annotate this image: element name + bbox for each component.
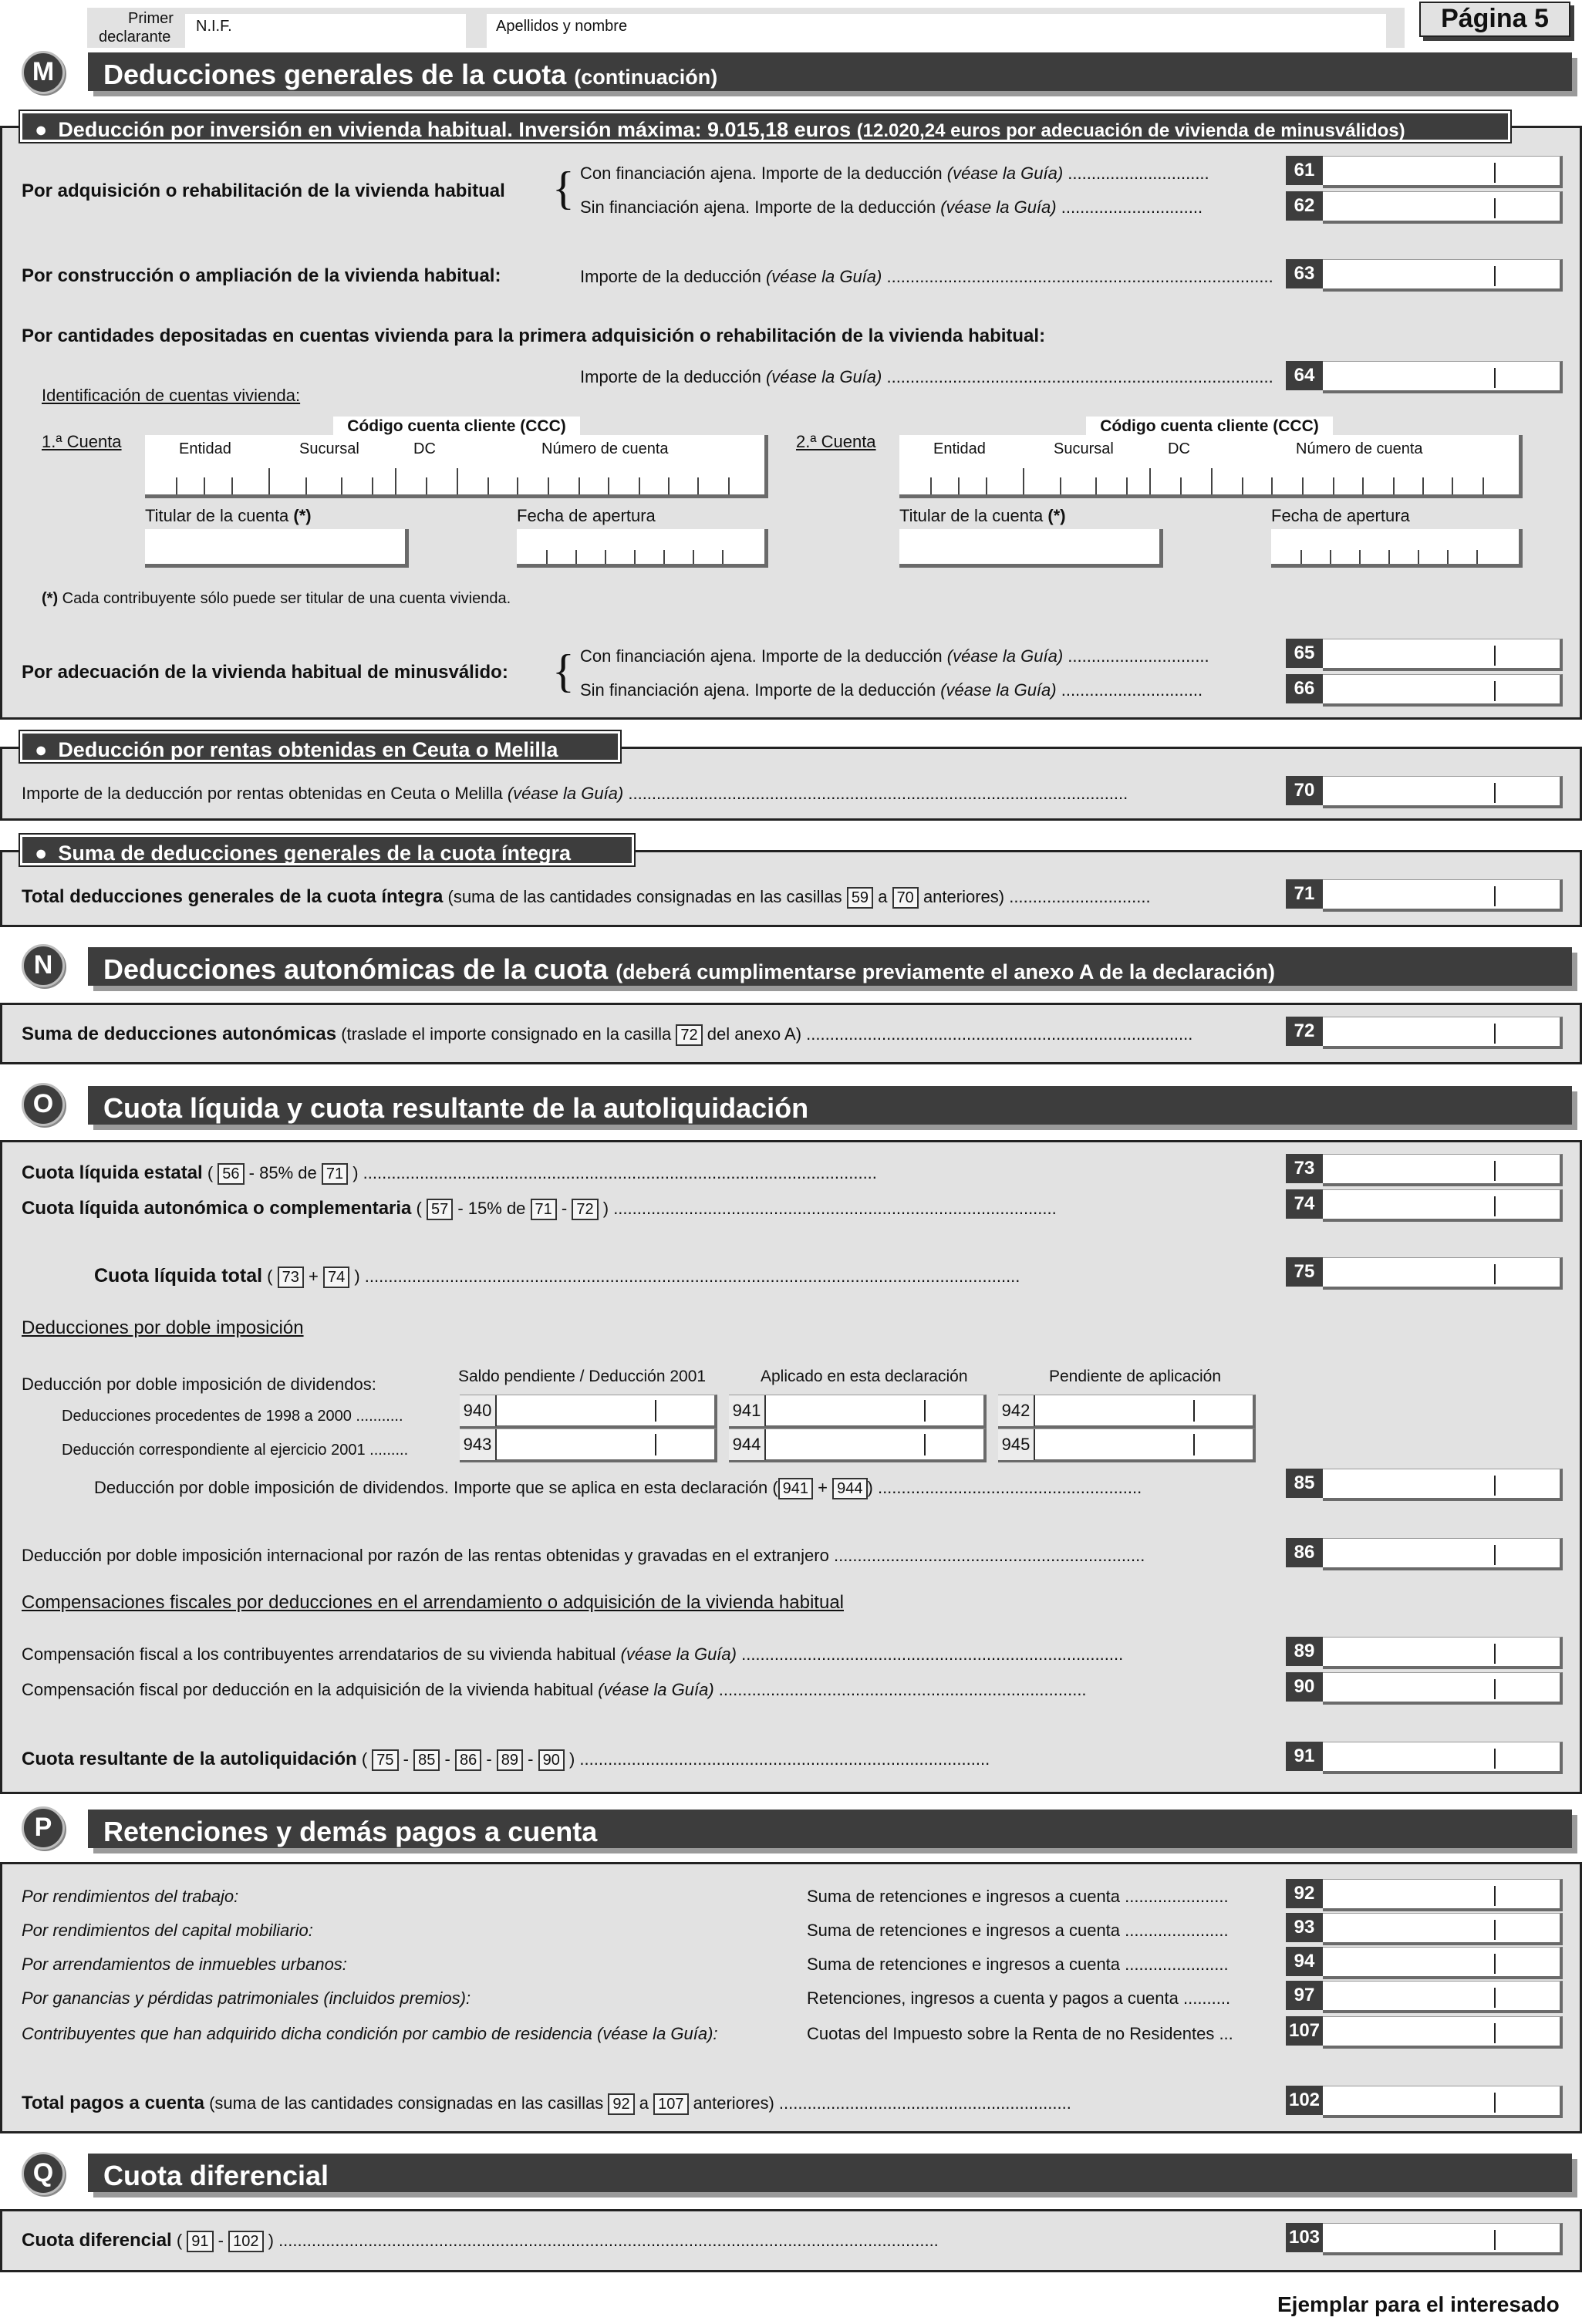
section-o-badge: O (22, 1083, 65, 1126)
box-102[interactable]: 102 (1286, 2086, 1563, 2121)
box-61[interactable]: 61 (1286, 156, 1563, 191)
construccion-label: Por construcción o ampliación de la vivienda habitual: (22, 265, 501, 286)
box-944[interactable]: 944 (729, 1428, 987, 1462)
row-62-label: Sin financiación ajena. Importe de la deducción (véase la Guía) .............................. (580, 197, 1203, 217)
titular-1-field[interactable] (145, 529, 409, 568)
row-85-label: Deducción por doble imposición de dividendos. Importe que se aplica en esta declaración ( 941 + 944 ) ........................................................ (94, 1478, 1142, 1499)
doble-imposicion-heading: Deducciones por doble imposición (22, 1317, 304, 1338)
box-71[interactable]: 71 (1286, 879, 1563, 915)
section-n-badge: N (22, 944, 65, 987)
box-93[interactable]: 93 (1286, 1913, 1563, 1948)
ceuta-subsection-title: ● Deducción por rentas obtenidas en Ceuta o Melilla (20, 731, 620, 762)
row-61-label: Con financiación ajena. Importe de la deducción (véase la Guía) .............................. (580, 164, 1209, 183)
section-m-title: Deducciones generales de la cuota (continuación) (88, 52, 1572, 91)
titular-2-field[interactable] (899, 529, 1163, 568)
adecuacion-label: Por adecuación de la vivienda habitual de minusválido: (22, 662, 508, 683)
row-90-label: Compensación fiscal por deducción en la adquisición de la vivienda habitual (véase la Guía) .............................................................................. (22, 1680, 1087, 1699)
box-86[interactable]: 86 (1286, 1538, 1563, 1574)
cuenta-2-label: 2.ª Cuenta (796, 432, 876, 451)
row-102-label: Total pagos a cuenta (suma de las cantidades consignadas en las casillas 92 a 107 anteriores) .............................................................. (22, 2093, 1071, 2115)
box-945[interactable]: 945 (998, 1428, 1256, 1462)
section-n-title: Deducciones autonómicas de la cuota (deberá cumplimentarse previamente el anexo A de la declaración) (88, 947, 1572, 986)
row-70-label: Importe de la deducción por rentas obtenidas en Ceuta o Melilla (véase la Guía) .......................................................................................................... (22, 784, 1128, 803)
nota-cuenta: (*) Cada contribuyente sólo puede ser titular de una cuenta vivienda. (42, 590, 511, 607)
ccc-1-sucursal: Sucursal (299, 440, 359, 457)
box-72[interactable]: 72 (1286, 1017, 1563, 1052)
row-2001-label: Deducción correspondiente al ejercicio 2001 ......... (62, 1442, 409, 1459)
cuenta-1-label: 1.ª Cuenta (42, 432, 122, 451)
box-62[interactable]: 62 (1286, 191, 1563, 227)
col-aplicado: Aplicado en esta declaración (761, 1368, 968, 1385)
section-p-title: Retenciones y demás pagos a cuenta (88, 1810, 1572, 1848)
row-66-label: Sin financiación ajena. Importe de la deducción (véase la Guía) .............................. (580, 680, 1203, 700)
box-942[interactable]: 942 (998, 1395, 1256, 1428)
box-74[interactable]: 74 (1286, 1189, 1563, 1225)
brace-adquisicion: { (552, 163, 575, 214)
p-row-92-left: Por rendimientos del trabajo: (22, 1887, 239, 1906)
box-63[interactable]: 63 (1286, 259, 1563, 295)
row-74-label: Cuota líquida autonómica o complementaria ( 57 - 15% de 71 - 72 ) .............................................................................................. (22, 1199, 1057, 1220)
fecha-1-field[interactable] (517, 529, 768, 568)
box-75[interactable]: 75 (1286, 1257, 1563, 1293)
fecha-2-label: Fecha de apertura (1271, 506, 1410, 525)
box-90[interactable]: 90 (1286, 1672, 1563, 1708)
p-row-97-right: Retenciones, ingresos a cuenta y pagos a cuenta .......... (807, 1988, 1231, 2008)
p-row-94-left: Por arrendamientos de inmuebles urbanos: (22, 1955, 347, 1974)
titular-2-label: Titular de la cuenta (*) (899, 506, 1066, 525)
ccc-2-dc: DC (1168, 440, 1190, 457)
apellidos-label: Apellidos y nombre (496, 18, 628, 35)
primer-label: Primer (128, 10, 174, 27)
adquisicion-label: Por adquisición o rehabilitación de la vivienda habitual (22, 180, 505, 201)
declarante-label: declarante (99, 29, 171, 46)
p-row-97-left: Por ganancias y pérdidas patrimoniales (incluidos premios): (22, 1988, 471, 2008)
brace-adecuacion: { (552, 646, 575, 697)
p-row-107-left: Contribuyentes que han adquirido dicha condición por cambio de residencia (véase la Guía): (22, 2024, 718, 2043)
p-row-93-right: Suma de retenciones e ingresos a cuenta ...................... (807, 1921, 1229, 1940)
ccc-1-numero: Número de cuenta (541, 440, 669, 457)
row-91-label: Cuota resultante de la autoliquidación ( 75 - 85 - 86 - 89 - 90 ) ....................................................................................... (22, 1749, 990, 1771)
box-64[interactable]: 64 (1286, 361, 1563, 396)
box-94[interactable]: 94 (1286, 1947, 1563, 1982)
box-65[interactable]: 65 (1286, 639, 1563, 674)
ccc-2-ticks (899, 435, 1523, 494)
row-1998-label: Deducciones procedentes de 1998 a 2000 ........... (62, 1408, 403, 1425)
ccc-2-header: Código cuenta cliente (CCC) (1086, 417, 1333, 437)
fecha-1-label: Fecha de apertura (517, 506, 656, 525)
col-saldo: Saldo pendiente / Deducción 2001 (458, 1368, 707, 1385)
p-row-94-right: Suma de retenciones e ingresos a cuenta ...................... (807, 1955, 1229, 1974)
row-72-label: Suma de deducciones autonómicas (traslade el importe consignado en la casilla 72 del anexo A) .................................................................................. (22, 1024, 1192, 1046)
box-941[interactable]: 941 (729, 1395, 987, 1428)
footer-ejemplar: Ejemplar para el interesado (1277, 2292, 1560, 2316)
identificacion-label: Identificación de cuentas vivienda: (42, 386, 301, 405)
col-pendiente: Pendiente de aplicación (1049, 1368, 1222, 1385)
p-row-107-right: Cuotas del Impuesto sobre la Renta de no Residentes ... (807, 2024, 1233, 2043)
page-number-box (1419, 2, 1570, 37)
vivienda-subsection-title: ● Deducción por inversión en vivienda habitual. Inversión máxima: 9.015,18 euros (12.020,24 euros por adecuación de vivienda de minusválidos) (20, 111, 1510, 142)
ccc-2-numero: Número de cuenta (1296, 440, 1423, 457)
box-91[interactable]: 91 (1286, 1742, 1563, 1777)
compensaciones-heading: Compensaciones fiscales por deducciones en el arrendamiento o adquisición de la vivienda habitual (22, 1592, 844, 1613)
box-73[interactable]: 73 (1286, 1154, 1563, 1189)
ccc-1-header: Código cuenta cliente (CCC) (333, 417, 580, 437)
row-86-label: Deducción por doble imposición internacional por razón de las rentas obtenidas y gravadas en el extranjero .................................................................. (22, 1546, 1145, 1565)
box-85[interactable]: 85 (1286, 1469, 1563, 1504)
row-75-label: Cuota líquida total ( 73 + 74 ) ........................................................................................................................................... (94, 1267, 1020, 1288)
ccc-1-dc: DC (413, 440, 436, 457)
cuentas-label: Por cantidades depositadas en cuentas vivienda para la primera adquisición o rehabilitación de la vivienda habitual: (22, 325, 1046, 346)
box-70[interactable]: 70 (1286, 776, 1563, 811)
ccc-2-entidad: Entidad (933, 440, 986, 457)
row-65-label: Con financiación ajena. Importe de la deducción (véase la Guía) .............................. (580, 646, 1209, 666)
box-97[interactable]: 97 (1286, 1981, 1563, 2016)
section-p-badge: P (22, 1806, 65, 1850)
section-q-title: Cuota diferencial (88, 2154, 1572, 2192)
box-940[interactable]: 940 (460, 1395, 717, 1428)
ccc-1-entidad: Entidad (179, 440, 231, 457)
box-92[interactable]: 92 (1286, 1879, 1563, 1914)
page-number: Página 5 (1441, 4, 1549, 33)
box-89[interactable]: 89 (1286, 1637, 1563, 1672)
section-o-title: Cuota líquida y cuota resultante de la autoliquidación (88, 1086, 1572, 1125)
ccc-2-sucursal: Sucursal (1054, 440, 1114, 457)
nif-label: N.I.F. (196, 18, 232, 35)
section-q-badge: Q (22, 2152, 65, 2195)
ccc-1-ticks (145, 435, 768, 494)
box-943[interactable]: 943 (460, 1428, 717, 1462)
titular-1-label: Titular de la cuenta (*) (145, 506, 312, 525)
row-89-label: Compensación fiscal a los contribuyentes arrendatarios de su vivienda habitual (véase la Guía) ................................................................................. (22, 1644, 1124, 1664)
dividendos-label: Deducción por doble imposición de dividendos: (22, 1374, 376, 1394)
row-64-label: Importe de la deducción (véase la Guía) .................................................................................. (580, 367, 1273, 386)
row-71-label: Total deducciones generales de la cuota íntegra (suma de las cantidades consignadas en las casillas 59 a 70 anteriores) .............................. (22, 887, 1151, 909)
box-66[interactable]: 66 (1286, 674, 1563, 710)
suma-subsection-title: ● Suma de deducciones generales de la cuota íntegra (20, 835, 634, 865)
fecha-2-field[interactable] (1271, 529, 1523, 568)
row-103-label: Cuota diferencial ( 91 - 102 ) ............................................................................................................................................ (22, 2231, 939, 2252)
row-63-label: Importe de la deducción (véase la Guía) .................................................................................. (580, 267, 1273, 286)
p-row-92-right: Suma de retenciones e ingresos a cuenta ...................... (807, 1887, 1229, 1906)
p-row-93-left: Por rendimientos del capital mobiliario: (22, 1921, 313, 1940)
row-73-label: Cuota líquida estatal ( 56 - 85% de 71 ) ............................................................................................................. (22, 1163, 877, 1185)
section-m-badge: M (22, 51, 65, 94)
box-107[interactable]: 107 (1286, 2016, 1563, 2052)
box-103[interactable]: 103 (1286, 2223, 1563, 2258)
